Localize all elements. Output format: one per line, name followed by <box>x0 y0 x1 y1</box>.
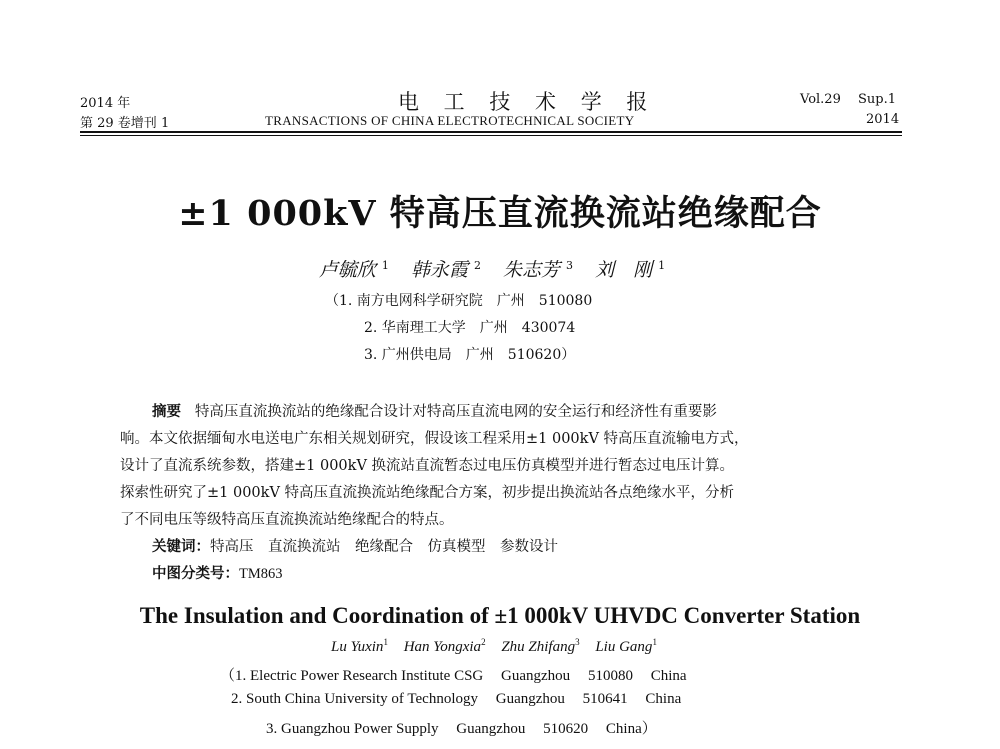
affiliation-cn-1: （1. 南方电网科学研究院 广州 510080 <box>325 293 593 309</box>
keywords-label: 关键词： <box>152 538 210 555</box>
clc-text: TM863 <box>239 566 283 582</box>
author-name-en: Zhu Zhifang <box>501 639 576 655</box>
author-name: 刘 刚 <box>595 259 653 281</box>
affiliation-en-1 <box>220 664 687 685</box>
author-affiliation-mark: 1 <box>658 258 666 272</box>
header-rule-top <box>80 131 902 133</box>
paper-title-en: The Insulation and Coordination of ±1 000kV UHVDC Converter Station <box>139 603 861 628</box>
header-supplement: Sup.1 <box>858 92 897 107</box>
abstract-line-5: 了不同电压等级特高压直流换流站绝缘配合的特点。 <box>120 512 454 528</box>
author-name: 韩永霞 <box>410 259 468 281</box>
affiliation-city: Guangzhou <box>501 668 571 684</box>
author-affiliation-mark: 3 <box>575 637 580 647</box>
affiliation-zip: 510080 <box>587 668 633 684</box>
header-year: 2014 年 <box>80 96 131 111</box>
author-name: 朱志芳 <box>503 259 561 281</box>
clc-number <box>152 562 283 583</box>
affiliation-org: 2. South China University of Technology <box>231 691 478 707</box>
affiliation-org: 3. Guangzhou Power Supply <box>266 721 439 737</box>
keywords <box>152 535 558 556</box>
author-list-en <box>0 637 1000 656</box>
affiliation-city: Guangzhou <box>495 691 565 707</box>
header-issue: 第 29 卷增刊 1 <box>80 116 170 131</box>
header-rule-bottom <box>80 135 902 136</box>
author-name: 卢毓欣 <box>318 259 376 281</box>
affiliation-en-3 <box>266 717 657 738</box>
journal-title-cn: 电 工 技 术 学 报 <box>398 90 657 114</box>
keywords-text: 特高压 直流换流站 绝缘配合 仿真模型 参数设计 <box>210 539 558 555</box>
author-name-en: Lu Yuxin <box>331 639 384 655</box>
affiliation-cn-2: 2. 华南理工大学 广州 430074 <box>364 320 576 336</box>
affiliation-en-2 <box>231 691 681 708</box>
abstract-line-1 <box>152 400 717 421</box>
abstract-line-4: 探索性研究了±1 000kV 特高压直流换流站绝缘配合方案，初步提出换流站各点绝缘水平，分析 <box>120 485 735 501</box>
author-name-en: Liu Gang <box>595 639 653 655</box>
header-volume: Vol.29 <box>800 92 841 107</box>
paper-title-cn: ±1 000kV 特高压直流换流站绝缘配合 <box>178 193 822 234</box>
affiliation-cn-3: 3. 广州供电局 广州 510620） <box>364 347 576 363</box>
affiliation-country: China <box>645 691 682 707</box>
affiliation-zip: 510620 <box>543 721 589 737</box>
author-affiliation-mark: 2 <box>481 637 486 647</box>
abstract-label: 摘要 <box>152 403 181 420</box>
affiliation-country: China <box>650 668 687 684</box>
affiliation-country: China） <box>605 721 657 737</box>
author-affiliation-mark: 1 <box>383 637 388 647</box>
abstract-line-2: 响。本文依据缅甸水电送电广东相关规划研究，假设该工程采用±1 000kV 特高压直流输电方式， <box>120 431 749 447</box>
abstract-text: 特高压直流换流站的绝缘配合设计对特高压直流电网的安全运行和经济性有重要影 <box>194 404 717 420</box>
author-affiliation-mark: 3 <box>566 258 574 272</box>
affiliation-zip: 510641 <box>582 691 628 707</box>
author-affiliation-mark: 1 <box>652 637 657 647</box>
clc-label: 中图分类号： <box>152 565 239 582</box>
abstract-line-3: 设计了直流系统参数，搭建±1 000kV 换流站直流暂态过电压仿真模型并进行暂态过电压计算。 <box>120 458 735 474</box>
author-name-en: Han Yongxia <box>403 639 482 655</box>
author-affiliation-mark: 2 <box>473 258 481 272</box>
affiliation-org: （1. Electric Power Research Institute CSG <box>220 668 484 684</box>
journal-title-en: TRANSACTIONS OF CHINA ELECTROTECHNICAL SOCIETY <box>265 113 635 128</box>
affiliation-city: Guangzhou <box>456 721 526 737</box>
author-affiliation-mark: 1 <box>381 258 389 272</box>
header-year-en: 2014 <box>866 112 900 127</box>
author-list-cn <box>0 255 1000 282</box>
